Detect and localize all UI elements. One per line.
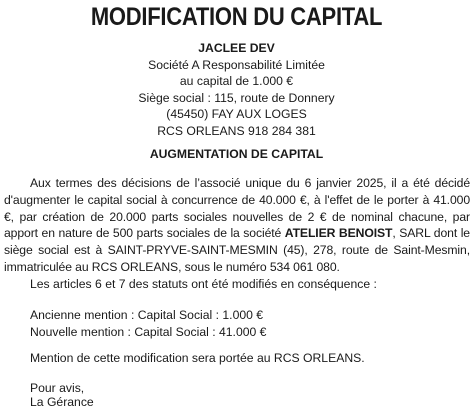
rcs-paragraph: Mention de cette modification sera portée au RCS ORLEANS. (30, 351, 365, 365)
main-paragraph-part1: Aux termes des décisions de l’associé unique du 6 janvier 2025, il a été décidé d'augmenter le capital social à concurrence de 40.000 €, à l'effet de le porter à 41.000 €, par création de 20.000 parts sociales nouvelles de 2 € de nominal chacune, par apport en nature de 500 parts sociales de la société (4, 176, 470, 241)
company-name: JACLEE DEV (198, 41, 275, 55)
main-paragraph-company: ATELIER BENOIST (284, 226, 393, 241)
company-seat-city: (45450) FAY AUX LOGES (166, 107, 307, 122)
company-rcs: RCS ORLEANS 918 284 381 (157, 123, 316, 138)
closing-block (30, 381, 470, 409)
company-block (0, 40, 473, 140)
company-seat-address: Siège social : 115, route de Donnery (138, 90, 335, 105)
section-heading: AUGMENTATION DE CAPITAL (149, 147, 324, 161)
main-paragraph-part2: , SARL dont le siège social est à SAINT-PRYVE-SAINT-MESMIN (45), 278, route de Saint-Mesmin, immatriculée au RCS ORLEANS, sous le numéro 534 061 080. (4, 226, 470, 274)
articles-paragraph: Les articles 6 et 7 des statuts ont été modifiés en conséquence : (30, 277, 377, 291)
notice-title: MODIFICATION DU CAPITAL (90, 3, 383, 31)
closing-line: Pour avis, (30, 381, 85, 395)
company-form: Société A Responsabilité Limitée (148, 57, 325, 72)
new-mention: Nouvelle mention : Capital Social : 41.000 € (30, 324, 267, 339)
mentions-block (30, 307, 470, 341)
main-paragraph (4, 175, 470, 276)
signatory: La Gérance (30, 395, 94, 409)
old-mention: Ancienne mention : Capital Social : 1.000 € (30, 308, 264, 322)
company-capital: au capital de 1.000 € (179, 74, 294, 89)
